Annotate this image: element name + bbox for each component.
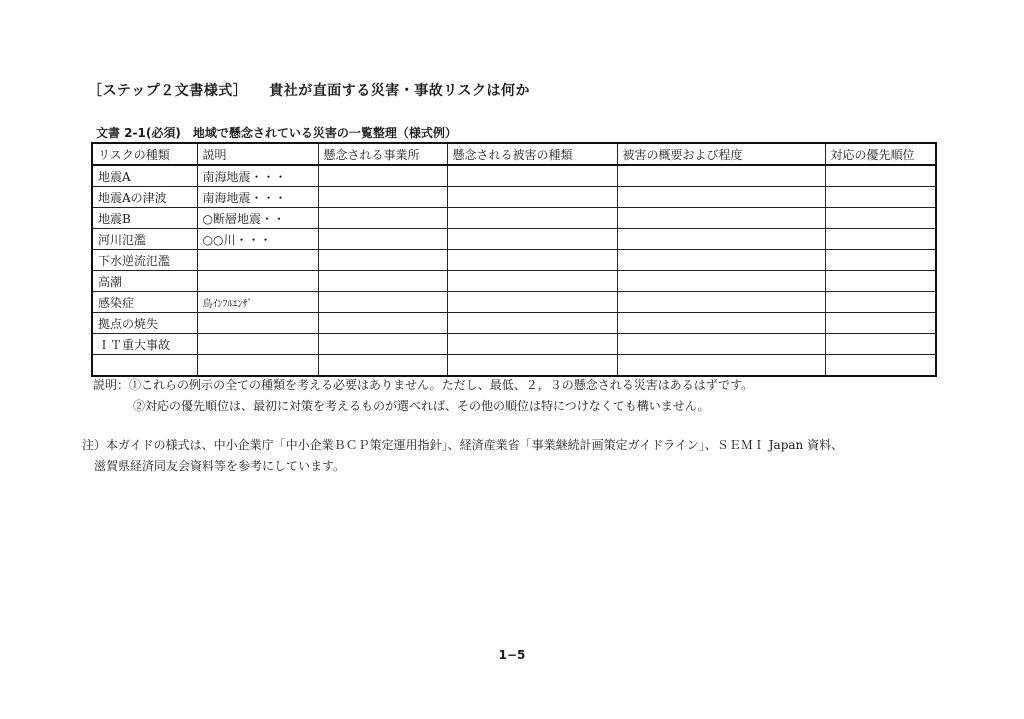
cell-description [197, 334, 318, 355]
cell-concerned-site [318, 355, 447, 377]
cell-description: 南海地震・・・ [197, 187, 318, 208]
cell-damage-overview [617, 250, 825, 271]
cell-priority [825, 313, 936, 334]
cell-description [197, 355, 318, 377]
document-id: 文書 2-1(必須) [96, 126, 181, 140]
cell-risk-type [92, 355, 197, 377]
table-row [92, 271, 936, 292]
table-row [92, 334, 936, 355]
cell-priority [825, 250, 936, 271]
cell-description: ○断層地震・・ [197, 208, 318, 229]
footnote-line-1: 注）本ガイドの様式は、中小企業庁「中小企業ＢＣＰ策定運用指針」、経済産業省「事業継続計画策定ガイドライン」、ＳＥＭＩ Japan 資料、 [82, 438, 844, 452]
cell-concerned-site [318, 187, 447, 208]
cell-concerned-site [318, 165, 447, 187]
cell-damage-type [447, 313, 617, 334]
cell-priority [825, 292, 936, 313]
cell-priority [825, 355, 936, 377]
page-number: 1−5 [498, 648, 526, 662]
cell-description [197, 250, 318, 271]
table-header-row [92, 143, 936, 165]
cell-priority [825, 187, 936, 208]
cell-damage-overview [617, 208, 825, 229]
cell-risk-type: 地震B [92, 208, 197, 229]
cell-risk-type: 拠点の焼失 [92, 313, 197, 334]
table-row [92, 229, 936, 250]
cell-damage-type [447, 208, 617, 229]
cell-priority [825, 208, 936, 229]
cell-damage-type [447, 229, 617, 250]
header-concerned-site: 懸念される事業所 [318, 143, 447, 165]
cell-damage-type [447, 292, 617, 313]
header-description: 説明 [197, 143, 318, 165]
cell-concerned-site [318, 250, 447, 271]
cell-priority [825, 229, 936, 250]
cell-description: 南海地震・・・ [197, 165, 318, 187]
table-row [92, 313, 936, 334]
header-priority: 対応の優先順位 [825, 143, 936, 165]
footnote-line-2: 滋賀県経済同友会資料等を参考にしています。 [94, 459, 346, 473]
header-damage-type: 懸念される被害の種類 [447, 143, 617, 165]
table-row [92, 187, 936, 208]
step-label: ［ステップ２文書様式］ [88, 83, 248, 99]
cell-concerned-site [318, 271, 447, 292]
cell-risk-type: 地震Aの津波 [92, 187, 197, 208]
cell-damage-type [447, 187, 617, 208]
cell-description [197, 271, 318, 292]
source-footnote [82, 435, 843, 477]
cell-description: ○○川・・・ [197, 229, 318, 250]
cell-concerned-site [318, 334, 447, 355]
cell-concerned-site [318, 229, 447, 250]
cell-priority [825, 334, 936, 355]
table-row [92, 208, 936, 229]
cell-damage-overview [617, 271, 825, 292]
cell-risk-type: 河川氾濫 [92, 229, 197, 250]
cell-risk-type: 感染症 [92, 292, 197, 313]
cell-damage-type [447, 165, 617, 187]
cell-concerned-site [318, 313, 447, 334]
cell-damage-type [447, 355, 617, 377]
cell-damage-overview [617, 334, 825, 355]
cell-damage-type [447, 250, 617, 271]
note-line-2: ②対応の優先順位は、最初に対策を考えるものが選べれば、その他の順位は特につけなくても構いません。 [133, 399, 710, 413]
cell-priority [825, 165, 936, 187]
table-row [92, 292, 936, 313]
cell-damage-overview [617, 355, 825, 377]
header-risk-type: リスクの種類 [92, 143, 197, 165]
table-row [92, 250, 936, 271]
cell-damage-overview [617, 229, 825, 250]
cell-damage-overview [617, 187, 825, 208]
table-row [92, 165, 936, 187]
cell-concerned-site [318, 208, 447, 229]
page-heading [88, 80, 530, 100]
cell-damage-overview [617, 165, 825, 187]
page-title: 貴社が直面する災害・事故リスクは何か [269, 83, 530, 99]
cell-risk-type: 地震A [92, 165, 197, 187]
cell-damage-type [447, 334, 617, 355]
explanation-notes [93, 375, 753, 417]
risk-table [91, 142, 937, 377]
cell-risk-type: 高潮 [92, 271, 197, 292]
table-row [92, 355, 936, 377]
header-damage-overview: 被害の概要および程度 [617, 143, 825, 165]
cell-concerned-site [318, 292, 447, 313]
cell-priority [825, 271, 936, 292]
cell-description [197, 313, 318, 334]
cell-damage-type [447, 271, 617, 292]
cell-damage-overview [617, 292, 825, 313]
cell-description: 鳥ｲﾝﾌﾙｴﾝｻﾞ [197, 292, 318, 313]
cell-risk-type: ＩＴ重大事故 [92, 334, 197, 355]
table-caption [96, 124, 457, 141]
cell-risk-type: 下水逆流氾濫 [92, 250, 197, 271]
cell-damage-overview [617, 313, 825, 334]
table-title: 地域で懸念されている災害の一覧整理（様式例） [192, 126, 457, 140]
note-line-1: 説明：①これらの例示の全ての種類を考える必要はありません。ただし、最低、２，３の懸念される災害はあるはずです。 [93, 378, 754, 392]
